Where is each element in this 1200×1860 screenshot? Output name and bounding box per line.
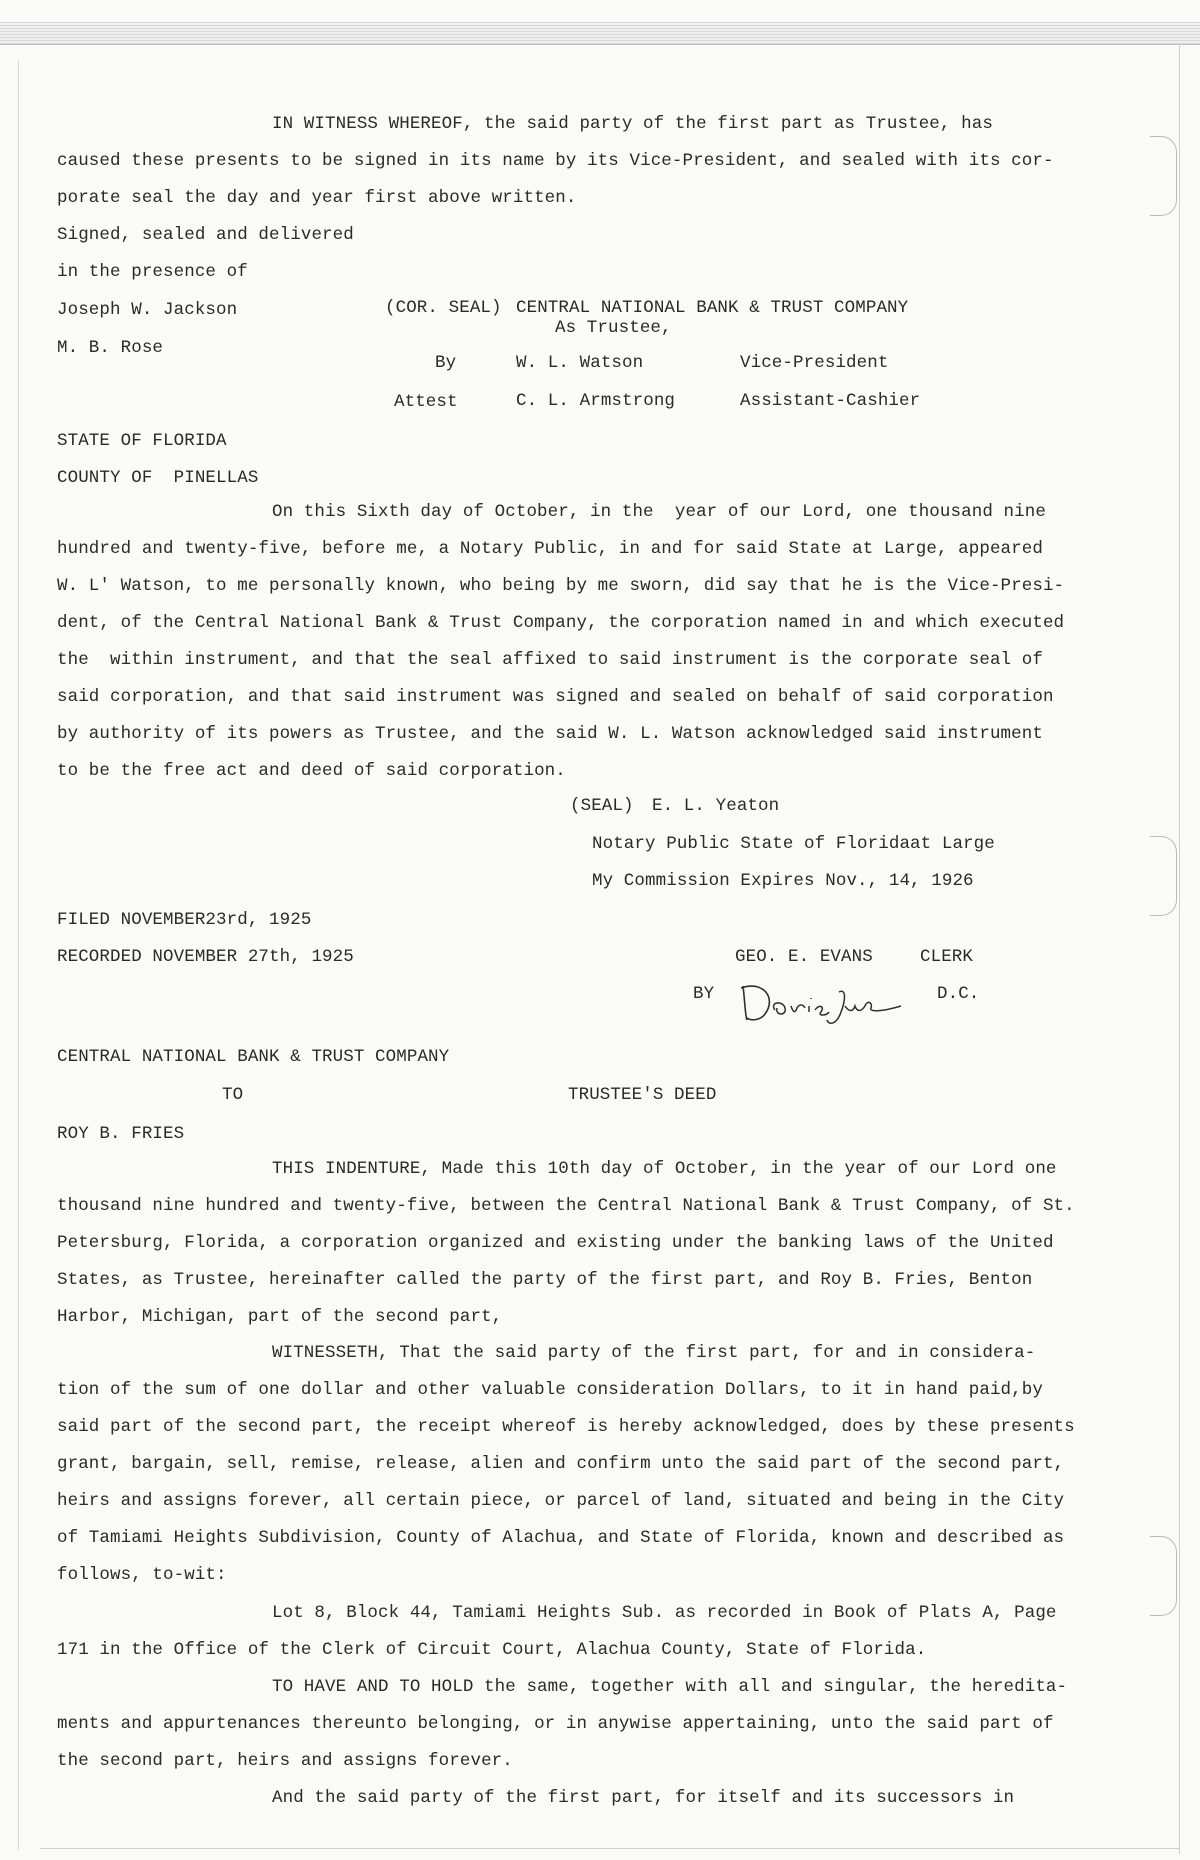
lot-description-line: 171 in the Office of the Clerk of Circuit Court, Alachua County, State of Florida. — [57, 1640, 927, 1660]
acknowledgment-line: On this Sixth day of October, in the year of our Lord, one thousand nine — [272, 502, 1046, 522]
signed-line: Signed, sealed and delivered — [57, 225, 354, 245]
by-title: Vice-President — [740, 353, 889, 373]
notary-seal-label: (SEAL) — [570, 796, 634, 816]
witnesseth-line: WITNESSETH, That the said party of the first part, for and in considera- — [272, 1343, 1036, 1363]
left-margin-rule — [18, 60, 19, 1850]
deputy-clerk-label: D.C. — [937, 984, 980, 1004]
indenture-line: States, as Trustee, hereinafter called the party of the first part, and Roy B. Fries, Benton — [57, 1270, 1033, 1290]
notary-commission: My Commission Expires Nov., 14, 1926 — [592, 871, 974, 891]
filed-date: FILED NOVEMBER23rd, 1925 — [57, 910, 312, 930]
acknowledgment-line: by authority of its powers as Trustee, and the said W. L. Watson acknowledged said instrument — [57, 724, 1043, 744]
witnesseth-line: of Tamiami Heights Subdivision, County of Alachua, and State of Florida, known and described as — [57, 1528, 1065, 1548]
indenture-line: Harbor, Michigan, part of the second part, — [57, 1307, 503, 1327]
signed-line: in the presence of — [57, 262, 248, 282]
corporate-seal-label: (COR. SEAL) — [385, 298, 502, 318]
witness-name: Joseph W. Jackson — [57, 300, 238, 320]
deed-grantee: ROY B. FRIES — [57, 1124, 185, 1144]
right-margin-rule — [1179, 44, 1180, 1854]
binder-hole-icon — [1150, 136, 1177, 216]
acknowledgment-line: hundred and twenty-five, before me, a Notary Public, in and for said State at Large, appeared — [57, 539, 1043, 559]
attest-label: Attest — [394, 392, 458, 412]
habendum-line: TO HAVE AND TO HOLD the same, together with all and singular, the heredita- — [272, 1677, 1068, 1697]
by-name: W. L. Watson — [516, 353, 644, 373]
witness-clause-line: porate seal the day and year first above written. — [57, 188, 577, 208]
indenture-line: THIS INDENTURE, Made this 10th day of October, in the year of our Lord one — [272, 1159, 1057, 1179]
witness-clause-line: caused these presents to be signed in its name by its Vice-President, and sealed with its cor- — [57, 151, 1054, 171]
bottom-margin-rule — [40, 1848, 1180, 1849]
acknowledgment-line: to be the free act and deed of said corporation. — [57, 761, 566, 781]
witnesseth-line: heirs and assigns forever, all certain piece, or parcel of land, situated and being in the City — [57, 1491, 1065, 1511]
deed-grantor: CENTRAL NATIONAL BANK & TRUST COMPANY — [57, 1047, 450, 1067]
binder-hole-icon — [1150, 836, 1177, 916]
clerk-by-label: BY — [693, 984, 715, 1004]
state-heading: STATE OF FLORIDA — [57, 431, 227, 451]
company-name: CENTRAL NATIONAL BANK & TRUST COMPANY — [516, 298, 909, 318]
witness-name: M. B. Rose — [57, 338, 164, 358]
notary-title: Notary Public State of Floridaat Large — [592, 834, 995, 854]
final-line: And the said party of the first part, for itself and its successors in — [272, 1788, 1015, 1808]
habendum-line: ments and appurtenances thereunto belonging, or in anywise appertaining, unto the said part of — [57, 1714, 1054, 1734]
indenture-line: thousand nine hundred and twenty-five, between the Central National Bank & Trust Company, of St. — [57, 1196, 1075, 1216]
witnesseth-line: follows, to-wit: — [57, 1565, 227, 1585]
attest-name: C. L. Armstrong — [516, 391, 676, 411]
lot-description-line: Lot 8, Block 44, Tamiami Heights Sub. as recorded in Book of Plats A, Page — [272, 1603, 1057, 1623]
notary-name: E. L. Yeaton — [652, 796, 780, 816]
clerk-name: GEO. E. EVANS — [735, 947, 873, 967]
scan-top-edge — [0, 22, 1200, 45]
witnesseth-line: tion of the sum of one dollar and other valuable consideration Dollars, to it in hand paid,by — [57, 1380, 1043, 1400]
witnesseth-line: said part of the second part, the receipt whereof is hereby acknowledged, does by these presents — [57, 1417, 1075, 1437]
acknowledgment-line: dent, of the Central National Bank & Trust Company, the corporation named in and which executed — [57, 613, 1065, 633]
deed-title: TRUSTEE'S DEED — [568, 1085, 717, 1105]
county-heading: COUNTY OF PINELLAS — [57, 468, 259, 488]
acknowledgment-line: said corporation, and that said instrument was signed and sealed on behalf of said corporation — [57, 687, 1054, 707]
recorded-date: RECORDED NOVEMBER 27th, 1925 — [57, 947, 354, 967]
as-trustee: As Trustee, — [555, 318, 672, 338]
binder-hole-icon — [1150, 1536, 1177, 1616]
clerk-title: CLERK — [920, 947, 974, 967]
by-label: By — [435, 353, 457, 373]
witnesseth-line: grant, bargain, sell, remise, release, alien and confirm unto the said part of the second part, — [57, 1454, 1065, 1474]
attest-title: Assistant-Cashier — [740, 391, 921, 411]
witness-clause-line: IN WITNESS WHEREOF, the said party of the first part as Trustee, has — [272, 114, 993, 134]
habendum-line: the second part, heirs and assigns forever. — [57, 1751, 513, 1771]
acknowledgment-line: the within instrument, and that the seal affixed to said instrument is the corporate seal of — [57, 650, 1043, 670]
deputy-clerk-signature-icon — [735, 972, 905, 1028]
acknowledgment-line: W. L' Watson, to me personally known, who being by me sworn, did say that he is the Vice-Presi- — [57, 576, 1065, 596]
indenture-line: Petersburg, Florida, a corporation organized and existing under the banking laws of the United — [57, 1233, 1054, 1253]
deed-to: TO — [222, 1085, 244, 1105]
